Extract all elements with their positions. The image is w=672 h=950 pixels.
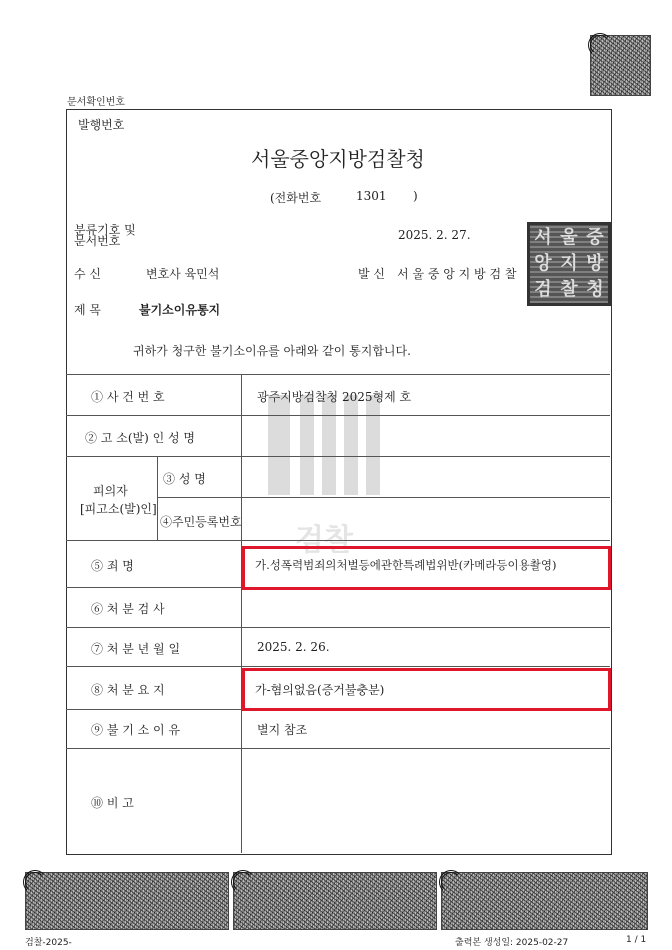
sender-label: 발 신 [358,267,385,281]
barcode-right-marker-icon [439,870,463,894]
footer-left: 검찰-2025- [25,938,72,948]
barcode-right [441,872,648,930]
prosecutor-label: ⑥ 처 분 검 사 [91,602,165,616]
recipient-label: 수 신 [74,267,101,281]
barcode-center [233,872,437,930]
phone-number: 1301 [356,189,387,203]
qr-marker-icon [588,33,612,57]
subject-value: 불기소이유통지 [139,303,221,317]
recipient-value: 변호사 육민석 [146,267,220,281]
crime-highlight-box [242,546,611,590]
footer-center: 출력본 생성일: 2025-02-27 [455,938,569,948]
intro-text: 귀하가 청구한 불기소이유를 아래와 같이 통지합니다. [133,344,411,358]
sender-value: 서 울 중 앙 지 방 검 찰 [397,267,517,281]
watermark-text: 검찰 [295,523,353,558]
remarks-label: ⑩ 비 고 [91,796,134,810]
phone-label: (전화번호 [270,191,322,205]
suspect-group-label-2: [피고소(발)인] [80,502,157,516]
complainant-label: ② 고 소(발) 인 성 명 [85,431,195,445]
crime-value: 가.성폭력범죄의처벌등에관한특례법위반(카메라등이용촬영) [255,558,557,572]
subject-label: 제 목 [74,303,101,317]
barcode-left [25,872,229,930]
disposal-date-value: 2025. 2. 26. [257,640,330,654]
reason-value: 별지 참조 [257,723,308,737]
barcode-left-marker-icon [23,870,47,894]
doc-confirm-label: 문서확인번호 [67,97,125,108]
disposal-date-label: ⑦ 처 분 년 월 일 [91,642,181,656]
name-label: ③ 성 명 [163,472,206,486]
form-frame [66,109,612,855]
disposal-gist-value: 가-혐의없음(증거불충분) [255,683,385,697]
barcode-center-marker-icon [231,870,255,894]
rrn-label: ④주민등록번호 [160,515,242,529]
class-code-label-2: 문서번호 [74,234,121,248]
doc-date: 2025. 2. 27. [398,228,471,242]
class-code-label-1: 분류기호 및 [74,223,136,237]
phone-close: ) [413,189,418,203]
reason-label: ⑨ 불 기 소 이 유 [91,723,181,737]
agency-title: 서울중앙지방검찰청 [251,147,425,171]
disposal-gist-label: ⑧ 처 분 요 지 [91,683,165,697]
gist-highlight-box [242,668,611,711]
case-no-value: 광주지방검찰청 2025형제 호 [257,390,412,404]
crime-label: ⑤ 죄 명 [91,559,134,573]
issue-label: 발행번호 [78,118,125,132]
official-seal: 서 울 중 앙 지 방 검 찰 청 [527,222,611,306]
case-no-label: ① 사 건 번 호 [91,390,165,404]
suspect-group-label-1: 피의자 [93,484,128,498]
footer-page: 1 / 1 [626,935,647,945]
